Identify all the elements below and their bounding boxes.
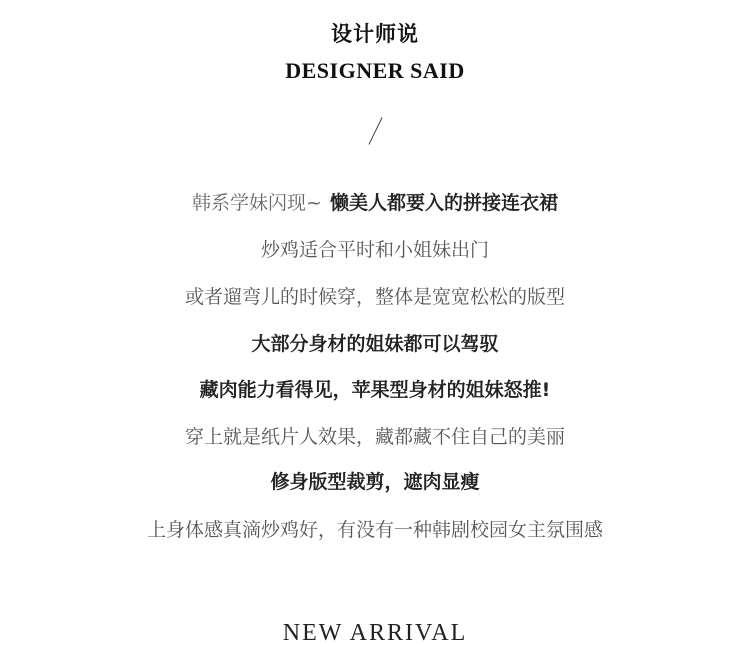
section-title-en: DESIGNER SAID <box>285 58 465 83</box>
description-line-8: 上身体感真滴炒鸡好，有没有一种韩剧校园女主氛围感 <box>146 519 603 541</box>
description-line-4: 大部分身材的姐妹都可以驾驭 <box>251 333 499 355</box>
headline-text: 懒美人都要入的拼接连衣裙 <box>329 192 558 214</box>
description-line-3: 或者遛弯儿的时候穿，整体是宽宽松松的版型 <box>184 286 565 308</box>
description-line-7: 修身版型裁剪，遮肉显瘦 <box>270 471 480 493</box>
description-line-2: 炒鸡适合平时和小姐妹出门 <box>260 239 489 261</box>
intro-text: 韩系学妹闪现~ <box>192 192 322 214</box>
description-line-1 <box>0 191 750 215</box>
next-section-title: NEW ARRIVAL <box>282 620 468 646</box>
description-line-5: 藏肉能力看得见，苹果型身材的姐妹怒推! <box>199 379 551 401</box>
section-title-cn: 设计师说 <box>331 22 419 46</box>
description-line-6: 穿上就是纸片人效果，藏都藏不住自己的美丽 <box>184 426 565 448</box>
slash-divider <box>368 117 382 144</box>
